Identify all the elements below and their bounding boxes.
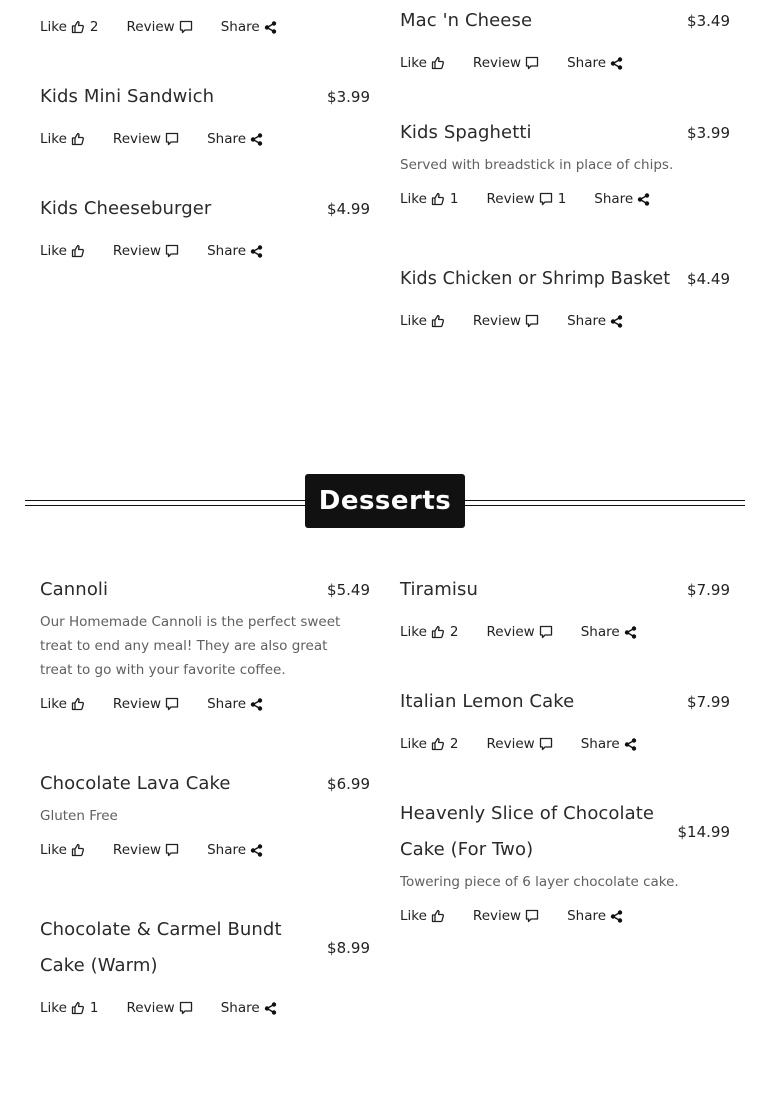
like-button[interactable]: Like 2 <box>40 19 99 35</box>
share-icon <box>637 193 650 206</box>
thumbs-up-icon <box>71 132 85 146</box>
comment-icon <box>539 737 553 751</box>
comment-icon <box>165 843 179 857</box>
share-icon <box>610 315 623 328</box>
review-button[interactable]: Review <box>113 842 179 858</box>
item-actions <box>400 732 730 756</box>
like-button[interactable]: Like 1 <box>400 191 459 207</box>
item-price: $7.99 <box>687 581 730 599</box>
item-description: Gluten Free <box>40 808 118 824</box>
menu-item <box>40 912 370 1020</box>
share-icon <box>610 57 623 70</box>
menu-item <box>400 261 730 333</box>
share-icon <box>624 738 637 751</box>
review-count: 1 <box>557 191 567 207</box>
item-description: Towering piece of 6 layer chocolate cake. <box>400 874 679 890</box>
comment-icon <box>539 192 553 206</box>
item-price: $7.99 <box>687 693 730 711</box>
thumbs-up-icon <box>71 244 85 258</box>
share-button[interactable]: Share <box>581 736 637 752</box>
menu-item <box>400 684 730 756</box>
review-button[interactable]: Review <box>113 243 179 259</box>
review-button[interactable]: Review <box>473 908 539 924</box>
thumbs-up-icon <box>71 843 85 857</box>
item-actions <box>400 309 730 333</box>
review-button[interactable]: Review <box>127 19 193 35</box>
review-button[interactable]: Review <box>487 736 553 752</box>
menu-item <box>400 115 730 211</box>
share-button[interactable]: Share <box>567 313 623 329</box>
like-count: 1 <box>89 1000 99 1016</box>
review-button[interactable]: Review <box>473 55 539 71</box>
like-button[interactable]: Like 2 <box>400 736 459 752</box>
item-price: $3.99 <box>687 124 730 142</box>
item-name: Kids Chicken or Shrimp Basket <box>400 269 671 289</box>
like-button[interactable]: Like <box>400 908 445 924</box>
comment-icon <box>165 697 179 711</box>
item-description: Served with breadstick in place of chips. <box>400 157 674 173</box>
share-button[interactable]: Share <box>567 908 623 924</box>
comment-icon <box>525 314 539 328</box>
review-button[interactable]: Review <box>113 696 179 712</box>
menu-item <box>40 766 370 862</box>
thumbs-up-icon <box>431 625 445 639</box>
item-price: $3.99 <box>327 88 370 106</box>
item-actions <box>400 904 730 928</box>
item-name: Tiramisu <box>400 579 478 600</box>
like-count: 2 <box>449 624 459 640</box>
like-button[interactable]: Like <box>40 243 85 259</box>
review-button[interactable]: Review <box>127 1000 193 1016</box>
item-actions <box>40 996 370 1020</box>
share-button[interactable]: Share <box>221 1000 277 1016</box>
like-count: 2 <box>449 736 459 752</box>
review-button[interactable]: Review 1 <box>486 191 567 207</box>
item-price: $3.49 <box>687 12 730 30</box>
item-price: $4.49 <box>687 270 730 288</box>
review-button[interactable]: Review <box>113 131 179 147</box>
item-price: $4.99 <box>327 200 370 218</box>
like-button[interactable]: Like 2 <box>400 624 459 640</box>
item-price: $14.99 <box>677 823 730 841</box>
menu-item <box>40 572 370 716</box>
item-actions <box>40 692 370 716</box>
menu-item-partial <box>40 15 370 39</box>
item-price: $8.99 <box>327 939 370 957</box>
comment-icon <box>179 20 193 34</box>
thumbs-up-icon <box>431 56 445 70</box>
like-button[interactable]: Like 1 <box>40 1000 99 1016</box>
item-name: Heavenly Slice of Chocolate Cake (For Two) <box>400 803 655 860</box>
item-actions <box>40 15 370 39</box>
comment-icon <box>525 909 539 923</box>
thumbs-up-icon <box>71 1001 85 1015</box>
share-button[interactable]: Share <box>594 191 650 207</box>
share-button[interactable]: Share <box>581 624 637 640</box>
share-button[interactable]: Share <box>207 842 263 858</box>
item-name: Kids Mini Sandwich <box>40 86 215 107</box>
menu-item <box>400 796 730 928</box>
item-actions <box>400 620 730 644</box>
like-button[interactable]: Like <box>400 55 445 71</box>
item-name: Chocolate Lava Cake <box>40 773 231 794</box>
menu-item <box>400 3 730 75</box>
menu-item <box>40 79 370 151</box>
item-name: Chocolate & Carmel Bundt Cake (Warm) <box>40 919 282 976</box>
share-button[interactable]: Share <box>207 696 263 712</box>
item-actions <box>400 51 730 75</box>
like-count: 2 <box>89 19 99 35</box>
thumbs-up-icon <box>431 192 445 206</box>
share-button[interactable]: Share <box>567 55 623 71</box>
item-actions <box>40 127 370 151</box>
item-name: Kids Cheeseburger <box>40 198 212 219</box>
share-button[interactable]: Share <box>207 243 263 259</box>
item-name: Mac 'n Cheese <box>400 10 533 31</box>
share-button[interactable]: Share <box>207 131 263 147</box>
item-actions <box>400 187 730 211</box>
section-header-desserts <box>25 474 745 528</box>
like-button[interactable]: Like <box>400 313 445 329</box>
item-name: Italian Lemon Cake <box>400 691 575 712</box>
thumbs-up-icon <box>431 909 445 923</box>
like-count: 1 <box>449 191 459 207</box>
comment-icon <box>165 132 179 146</box>
item-actions <box>40 838 370 862</box>
item-price: $6.99 <box>327 775 370 793</box>
item-price: $5.49 <box>327 581 370 599</box>
comment-icon <box>179 1001 193 1015</box>
comment-icon <box>525 56 539 70</box>
review-button[interactable]: Review <box>487 624 553 640</box>
share-icon <box>264 1002 277 1015</box>
like-button[interactable]: Like <box>40 842 85 858</box>
like-button[interactable]: Like <box>40 131 85 147</box>
like-button[interactable]: Like <box>40 696 85 712</box>
section-title: Desserts <box>305 474 465 528</box>
item-name: Cannoli <box>40 579 109 600</box>
share-icon <box>250 698 263 711</box>
thumbs-up-icon <box>431 737 445 751</box>
item-name: Kids Spaghetti <box>400 122 532 143</box>
thumbs-up-icon <box>431 314 445 328</box>
item-actions <box>40 239 370 263</box>
thumbs-up-icon <box>71 20 85 34</box>
menu-item <box>40 191 370 263</box>
item-description: Our Homemade Cannoli is the perfect sweet treat to end any meal! They are also great treat to go with your favorite coffee. <box>40 614 341 678</box>
share-icon <box>250 844 263 857</box>
share-icon <box>264 21 277 34</box>
comment-icon <box>165 244 179 258</box>
menu-item <box>400 572 730 644</box>
review-button[interactable]: Review <box>473 313 539 329</box>
share-icon <box>250 133 263 146</box>
comment-icon <box>539 625 553 639</box>
share-icon <box>610 910 623 923</box>
share-icon <box>250 245 263 258</box>
share-button[interactable]: Share <box>221 19 277 35</box>
thumbs-up-icon <box>71 697 85 711</box>
share-icon <box>624 626 637 639</box>
